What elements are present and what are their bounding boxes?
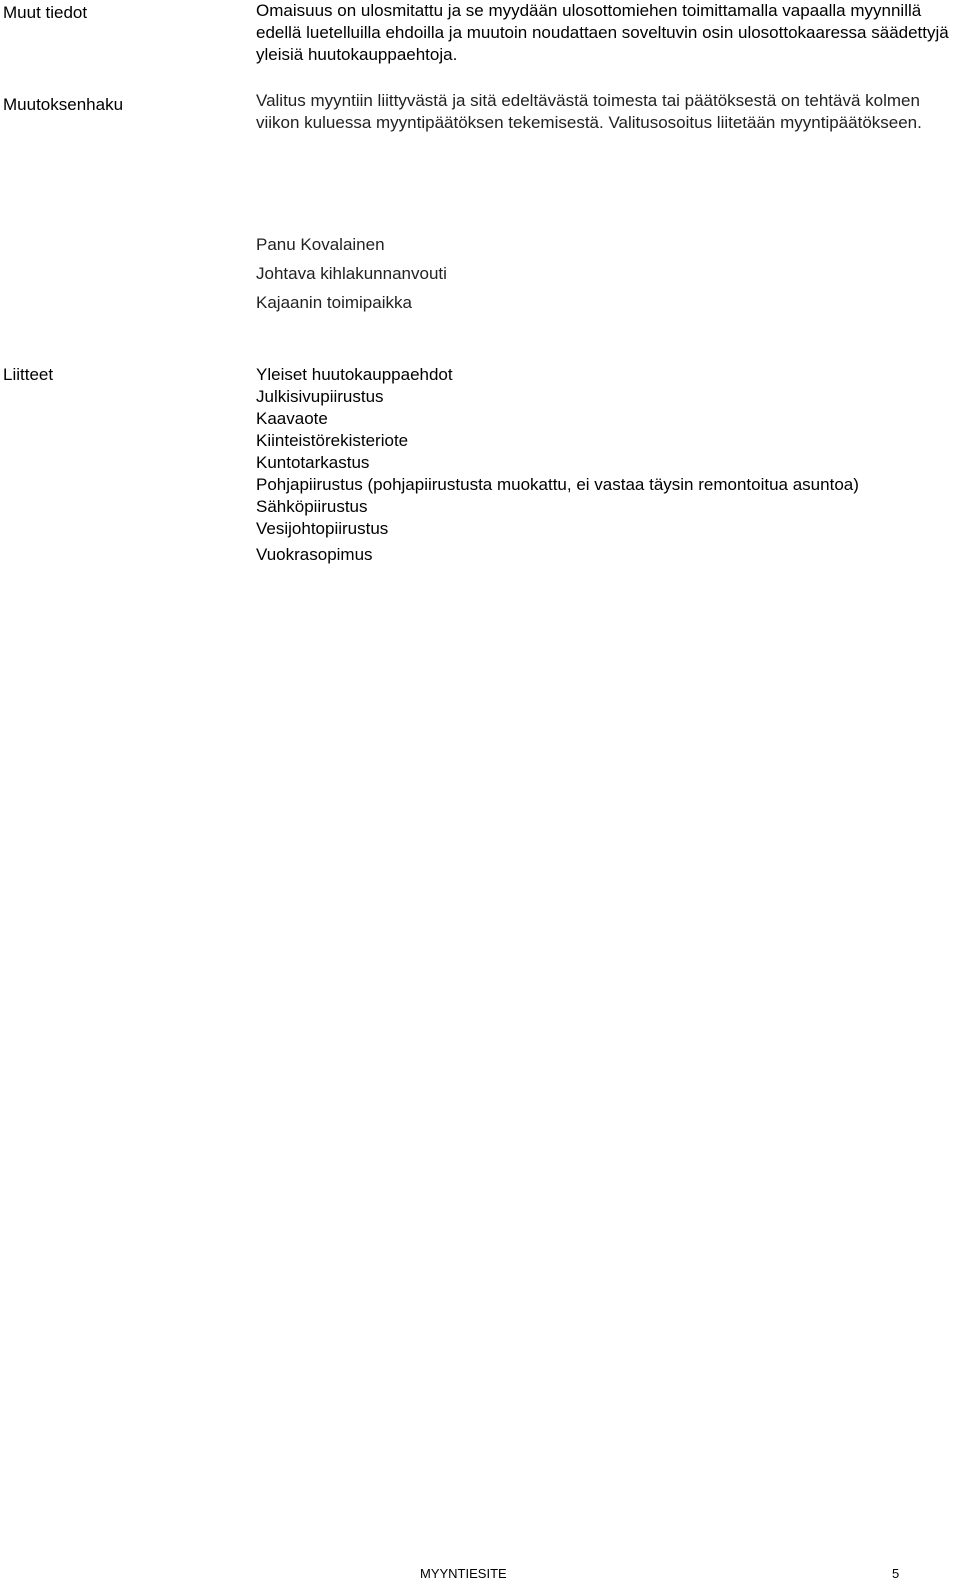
appeal-text: Valitus myyntiin liittyvästä ja sitä edeltävästä toimesta tai päätöksestä on tehtävä kolmen viikon kuluessa myyntipäätöksen tekemisestä. Valitusosoitus liitetään myyntipäätökseen. — [256, 91, 922, 132]
appeal-label: Muutoksenhaku — [3, 95, 124, 114]
footer-document-title: MYYNTIESITE — [420, 1566, 507, 1581]
signature-office: Kajaanin toimipaikka — [256, 293, 412, 312]
attachment-item: Kiinteistörekisteriote — [256, 431, 409, 450]
signature-name: Panu Kovalainen — [256, 235, 385, 254]
signature-title: Johtava kihlakunnanvouti — [256, 264, 447, 283]
attachment-item: Kaavaote — [256, 409, 328, 428]
footer-page-number: 5 — [892, 1566, 900, 1581]
attachment-item: Sähköpiirustus — [256, 497, 368, 516]
attachments-label: Liitteet — [3, 365, 54, 384]
attachments-list — [256, 364, 859, 566]
other-info-text: Omaisuus on ulosmitattu ja se myydään ulosottomiehen toimittamalla vapaalla myynnillä edellä luetelluilla ehdoilla ja muutoin noudattaen soveltuvin osin ulosottokaaressa säädettyjä yleisiä huutokauppaehtoja. — [256, 1, 949, 64]
attachment-item: Vesijohtopiirustus — [256, 519, 389, 538]
attachment-item: Kuntotarkastus — [256, 453, 370, 472]
other-info-label: Muut tiedot — [3, 3, 88, 22]
attachment-item: Pohjapiirustus (pohjapiirustusta muokattu, ei vastaa täysin remontoitua asuntoa) — [256, 475, 859, 494]
attachment-item: Julkisivupiirustus — [256, 387, 384, 406]
attachment-item: Vuokrasopimus — [256, 545, 373, 564]
attachment-item: Yleiset huutokauppaehdot — [256, 365, 453, 384]
